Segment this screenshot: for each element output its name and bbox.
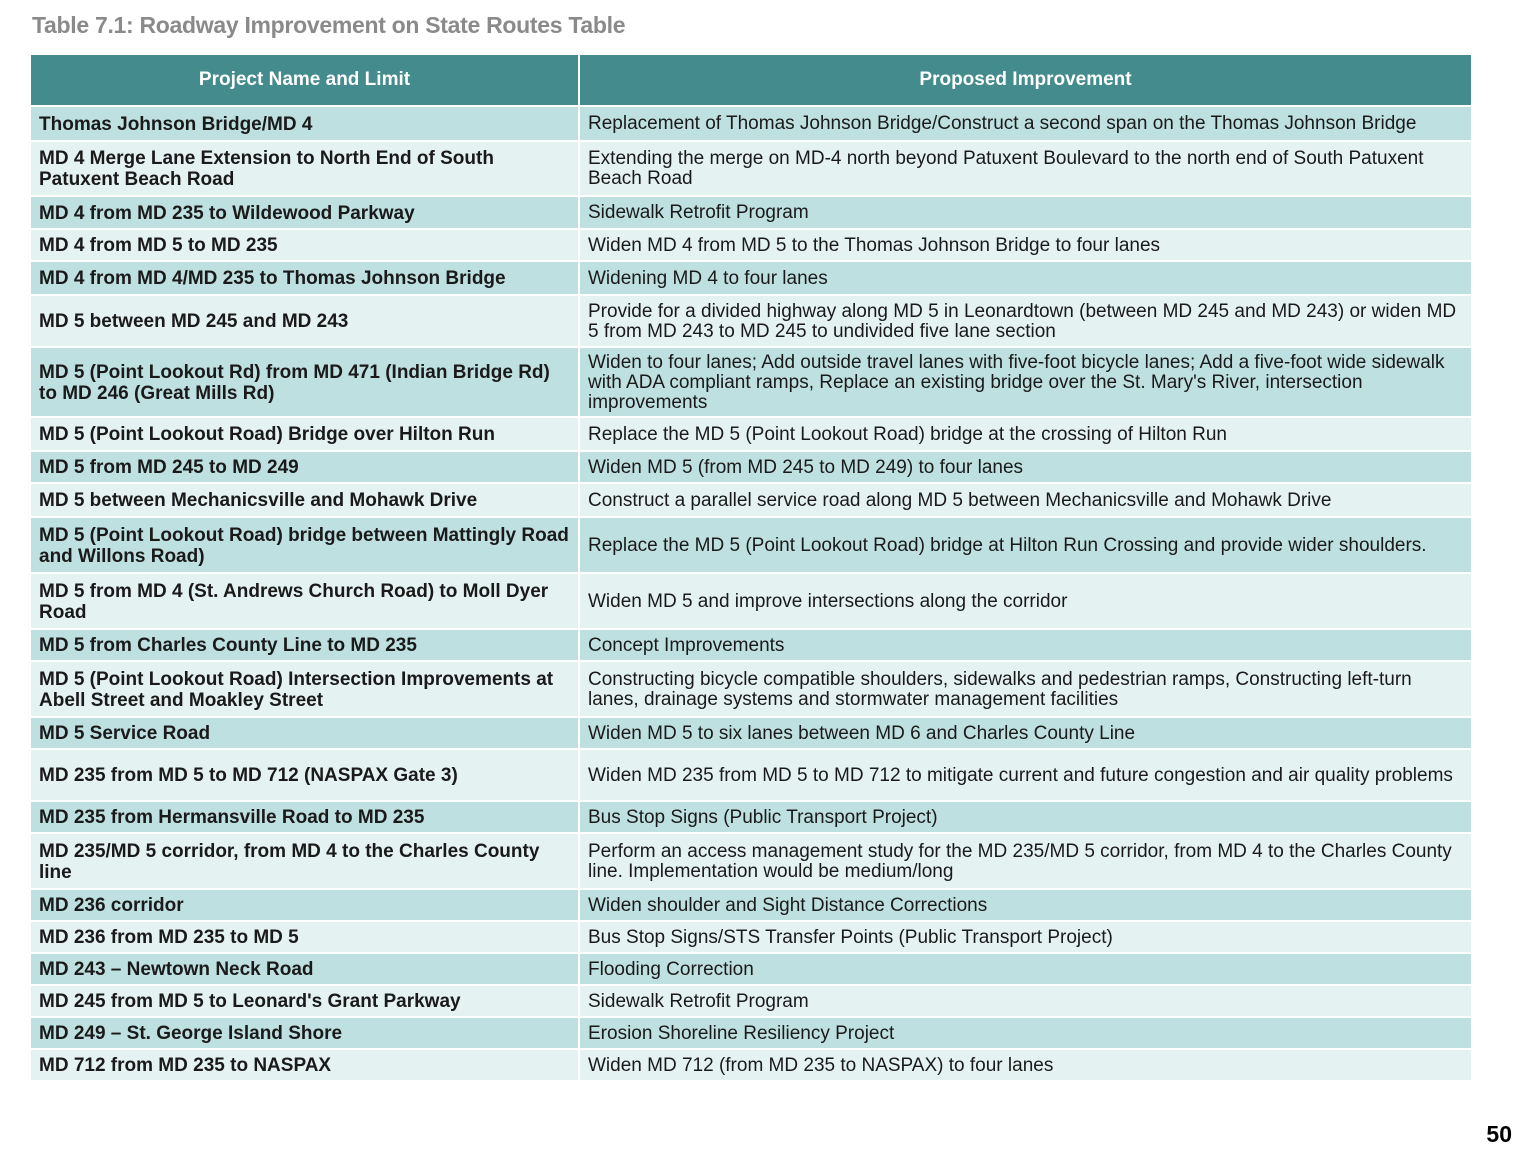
project-name-cell: MD 4 from MD 5 to MD 235 (31, 229, 579, 261)
proposed-improvement-cell: Widening MD 4 to four lanes (579, 261, 1471, 295)
table-row (31, 229, 1471, 261)
proposed-improvement-cell: Sidewalk Retrofit Program (579, 196, 1471, 229)
project-name-cell: MD 5 between Mechanicsville and Mohawk Drive (31, 483, 579, 517)
proposed-improvement-cell: Flooding Correction (579, 953, 1471, 985)
table-row (31, 833, 1471, 889)
table-row (31, 1049, 1471, 1081)
table-row (31, 451, 1471, 483)
proposed-improvement-cell: Widen MD 235 from MD 5 to MD 712 to mitigate current and future congestion and air quality problems (579, 749, 1471, 801)
table-row (31, 717, 1471, 749)
proposed-improvement-cell: Replacement of Thomas Johnson Bridge/Construct a second span on the Thomas Johnson Bridge (579, 106, 1471, 141)
table-caption: Table 7.1: Roadway Improvement on State Routes Table (32, 12, 626, 38)
table-row (31, 517, 1471, 573)
proposed-improvement-cell: Constructing bicycle compatible shoulders, sidewalks and pedestrian ramps, Constructing left-turn lanes, drainage systems and stormwater management facilities (579, 661, 1471, 717)
project-name-cell: MD 5 from MD 4 (St. Andrews Church Road) to Moll Dyer Road (31, 573, 579, 629)
project-name-cell: MD 249 – St. George Island Shore (31, 1017, 579, 1049)
project-name-cell: MD 235 from Hermansville Road to MD 235 (31, 801, 579, 833)
project-name-cell: MD 243 – Newtown Neck Road (31, 953, 579, 985)
project-name-cell: MD 5 (Point Lookout Road) Bridge over Hilton Run (31, 417, 579, 451)
table-row (31, 953, 1471, 985)
proposed-improvement-cell: Provide for a divided highway along MD 5 in Leonardtown (between MD 245 and MD 243) or widen MD 5 from MD 243 to MD 245 to undivided five lane section (579, 295, 1471, 347)
proposed-improvement-cell: Bus Stop Signs (Public Transport Project) (579, 801, 1471, 833)
proposed-improvement-cell: Widen to four lanes; Add outside travel lanes with five-foot bicycle lanes; Add a five-foot wide sidewalk with ADA compliant ramps, Replace an existing bridge over the St. Mary's River, intersection improvements (579, 347, 1471, 417)
project-name-cell: MD 235 from MD 5 to MD 712 (NASPAX Gate 3) (31, 749, 579, 801)
project-name-cell: MD 4 Merge Lane Extension to North End of South Patuxent Beach Road (31, 141, 579, 196)
proposed-improvement-cell: Perform an access management study for the MD 235/MD 5 corridor, from MD 4 to the Charles County line. Implementation would be medium/long (579, 833, 1471, 889)
project-name-cell: MD 4 from MD 4/MD 235 to Thomas Johnson Bridge (31, 261, 579, 295)
project-name-cell: MD 5 between MD 245 and MD 243 (31, 295, 579, 347)
proposed-improvement-cell: Widen MD 4 from MD 5 to the Thomas Johnson Bridge to four lanes (579, 229, 1471, 261)
project-name-cell: MD 5 Service Road (31, 717, 579, 749)
table-row (31, 629, 1471, 661)
table-row (31, 483, 1471, 517)
project-name-cell: MD 5 (Point Lookout Rd) from MD 471 (Indian Bridge Rd) to MD 246 (Great Mills Rd) (31, 347, 579, 417)
proposed-improvement-cell: Bus Stop Signs/STS Transfer Points (Public Transport Project) (579, 921, 1471, 953)
project-name-cell: MD 235/MD 5 corridor, from MD 4 to the Charles County line (31, 833, 579, 889)
column-header-improvement: Proposed Improvement (579, 55, 1471, 106)
table-row (31, 573, 1471, 629)
proposed-improvement-cell: Concept Improvements (579, 629, 1471, 661)
roadway-improvement-table (31, 55, 1471, 1082)
page-number: 50 (1486, 1121, 1512, 1147)
table-row (31, 347, 1471, 417)
table-row (31, 106, 1471, 141)
project-name-cell: MD 5 from MD 245 to MD 249 (31, 451, 579, 483)
proposed-improvement-cell: Replace the MD 5 (Point Lookout Road) bridge at the crossing of Hilton Run (579, 417, 1471, 451)
proposed-improvement-cell: Replace the MD 5 (Point Lookout Road) bridge at Hilton Run Crossing and provide wider shoulders. (579, 517, 1471, 573)
table-row (31, 295, 1471, 347)
project-name-cell: MD 4 from MD 235 to Wildewood Parkway (31, 196, 579, 229)
proposed-improvement-cell: Widen MD 5 (from MD 245 to MD 249) to four lanes (579, 451, 1471, 483)
table-row (31, 661, 1471, 717)
proposed-improvement-cell: Erosion Shoreline Resiliency Project (579, 1017, 1471, 1049)
project-name-cell: MD 712 from MD 235 to NASPAX (31, 1049, 579, 1081)
proposed-improvement-cell: Extending the merge on MD-4 north beyond Patuxent Boulevard to the north end of South Patuxent Beach Road (579, 141, 1471, 196)
table-row (31, 801, 1471, 833)
proposed-improvement-cell: Widen MD 712 (from MD 235 to NASPAX) to four lanes (579, 1049, 1471, 1081)
project-name-cell: MD 5 (Point Lookout Road) Intersection Improvements at Abell Street and Moakley Street (31, 661, 579, 717)
proposed-improvement-cell: Sidewalk Retrofit Program (579, 985, 1471, 1017)
proposed-improvement-cell: Widen shoulder and Sight Distance Corrections (579, 889, 1471, 921)
project-name-cell: MD 245 from MD 5 to Leonard's Grant Parkway (31, 985, 579, 1017)
project-name-cell: Thomas Johnson Bridge/MD 4 (31, 106, 579, 141)
table-row (31, 985, 1471, 1017)
table-header-row (31, 55, 1471, 106)
table-row (31, 749, 1471, 801)
table-row (31, 921, 1471, 953)
proposed-improvement-cell: Widen MD 5 and improve intersections along the corridor (579, 573, 1471, 629)
table-row (31, 1017, 1471, 1049)
project-name-cell: MD 5 from Charles County Line to MD 235 (31, 629, 579, 661)
table-row (31, 417, 1471, 451)
table-row (31, 196, 1471, 229)
project-name-cell: MD 236 from MD 235 to MD 5 (31, 921, 579, 953)
table-row (31, 261, 1471, 295)
table-row (31, 141, 1471, 196)
project-name-cell: MD 236 corridor (31, 889, 579, 921)
proposed-improvement-cell: Widen MD 5 to six lanes between MD 6 and Charles County Line (579, 717, 1471, 749)
proposed-improvement-cell: Construct a parallel service road along MD 5 between Mechanicsville and Mohawk Drive (579, 483, 1471, 517)
table-row (31, 889, 1471, 921)
column-header-project: Project Name and Limit (31, 55, 579, 106)
project-name-cell: MD 5 (Point Lookout Road) bridge between Mattingly Road and Willons Road) (31, 517, 579, 573)
